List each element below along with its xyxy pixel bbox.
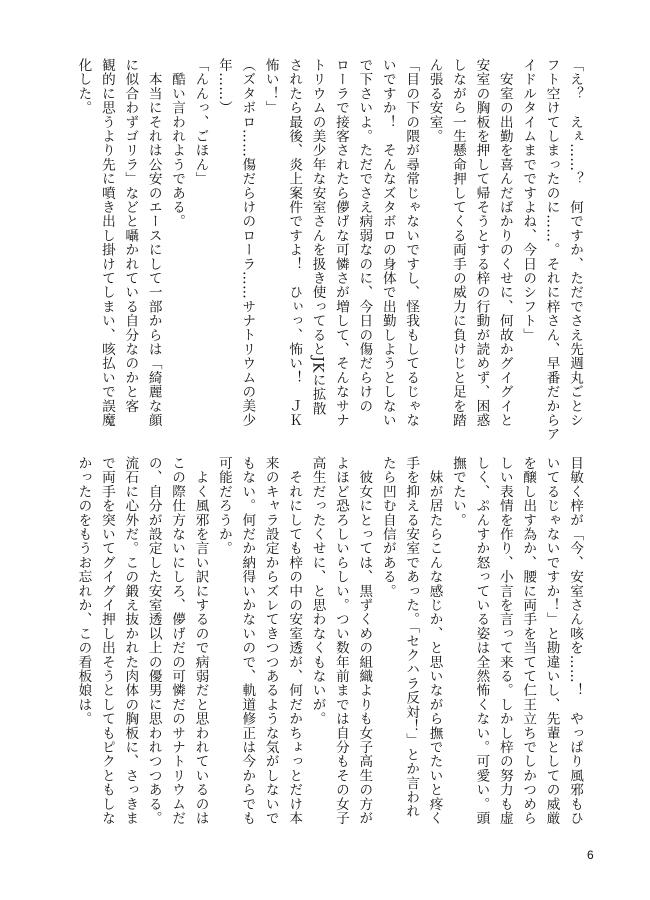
text-line: 来のキャラ設定からズレてきつつあるような気がしないで bbox=[262, 456, 279, 826]
text-line: イドルタイムまでですよね、今日のシフト」 bbox=[520, 58, 537, 342]
text-line: 「んんっ、ごほん」 bbox=[192, 58, 209, 186]
text-line: 流石に心外だ。この鍛え抜かれた肉体の胸板に、さっきま bbox=[122, 456, 139, 826]
text-line: に似合わずゴリラ」などと囁かれている自分なのかと客 bbox=[122, 58, 139, 413]
text-line: （ズタボロ……傷だらけのローラ……サナトリウムの美少 bbox=[239, 58, 256, 428]
text-line: かったのをもうお忘れか、この看板娘は。 bbox=[75, 456, 92, 726]
text-line: たら凹む自信がある。 bbox=[379, 456, 396, 598]
text-line: それにしても梓の中の安室透が、何だかちょっとだけ本 bbox=[286, 456, 303, 826]
text-line: 安室の出勤を喜んだばかりのくせに、何故かグイグイと bbox=[496, 58, 513, 428]
text-line: 彼女にとっては、黒ずくめの組織よりも女子高生の方が bbox=[356, 456, 373, 826]
text-line: もない。何だか納得いかないので、軌道修正は今からでも bbox=[239, 456, 256, 826]
lower-text-block bbox=[75, 456, 586, 826]
text-line: で両手を突いてグイグイ押し出そうとしてもピクともしな bbox=[98, 456, 115, 826]
text-line: 年……） bbox=[215, 58, 232, 115]
text-line: の、自分が設定した安室透以上の優男に思われつつある。 bbox=[145, 456, 162, 826]
text-line: いですか！ そんなズタボロの身体で出勤しようとしない bbox=[379, 58, 396, 428]
text-line: 妹が居たらこんな感じか、と思いながら撫でたいと疼く bbox=[426, 456, 443, 826]
text-line: 安室の胸板を押して帰そうとする梓の行動が読めず、困惑 bbox=[473, 58, 490, 428]
text-line: 手を抑える安室であった。「セクハラ反対！」とか言われ bbox=[403, 456, 420, 819]
text-line: 高生だったくせに、と思わなくもないが。 bbox=[309, 456, 326, 726]
text-line: 目敏く梓が「今、安室さん咳を……！ やっぱり風邪もひ bbox=[567, 456, 583, 826]
text-line: で下さいよ。ただでさえ病弱なのに、今日の傷だらけの bbox=[356, 58, 373, 413]
text-line: 怖い！」 bbox=[262, 58, 279, 115]
text-line: されたら最後、炎上案件ですよ！ ひぃっ、怖い！ ＪＫ bbox=[286, 58, 303, 428]
text-line: いてるじゃないですか！」と勘違いし、先輩としての威厳 bbox=[543, 456, 560, 826]
text-line: 酷い言われようである。 bbox=[169, 58, 186, 229]
text-line: 化した。 bbox=[75, 58, 92, 115]
text-line: 可能だろうか。 bbox=[215, 456, 232, 556]
text-line: 「目の下の隈が尋常じゃないですし、怪我もしてるじゃな bbox=[403, 58, 420, 428]
text-line: 観的に思うより先に噴き出し掛けてしまい、咳払いで誤魔 bbox=[98, 58, 115, 428]
text-line: よほど恐ろしいらしい。つい数年前までは自分もその女子 bbox=[332, 456, 349, 826]
upper-text-block bbox=[75, 58, 586, 442]
text-line: この際仕方ないにしろ、儚げだの可憐だのサナトリウムだ bbox=[169, 456, 186, 826]
text-line: しながら一生懸命押してくる両手の威力に負けじと足を踏 bbox=[449, 58, 466, 428]
page-number: 6 bbox=[587, 848, 594, 862]
text-line: を醸し出す為か、腰に両手を当てて仁王立ちでしかつめら bbox=[520, 456, 537, 826]
text-line: フト空けてしまったのに……。それに梓さん、早番だからア bbox=[543, 58, 560, 442]
text-line: 撫でたい。 bbox=[449, 456, 466, 527]
text-line: しく、ぷんすか怒っている姿は全然怖くない。可愛い。頭 bbox=[473, 456, 490, 826]
text-line: ローラで接客されたら儚げな可憐さが増して、そんなサナ bbox=[332, 58, 349, 428]
text-line: よく風邪を言い訳にするので病弱だと思われているのは bbox=[192, 456, 209, 826]
text-line: トリウムの美少年な安室さんを扱き使ってるとJKに拡散 bbox=[309, 58, 326, 416]
text-line: ん張る安室。 bbox=[426, 58, 443, 144]
text-line: 本当にそれは公安のエースにして一部からは「綺麗な顔 bbox=[145, 58, 162, 428]
text-line: しい表情を作り、小言を言って来る。しかし梓の努力も虚 bbox=[496, 456, 513, 826]
text-line: 「え？ えぇ……？ 何ですか、ただでさえ先週丸ごとシ bbox=[567, 58, 583, 428]
